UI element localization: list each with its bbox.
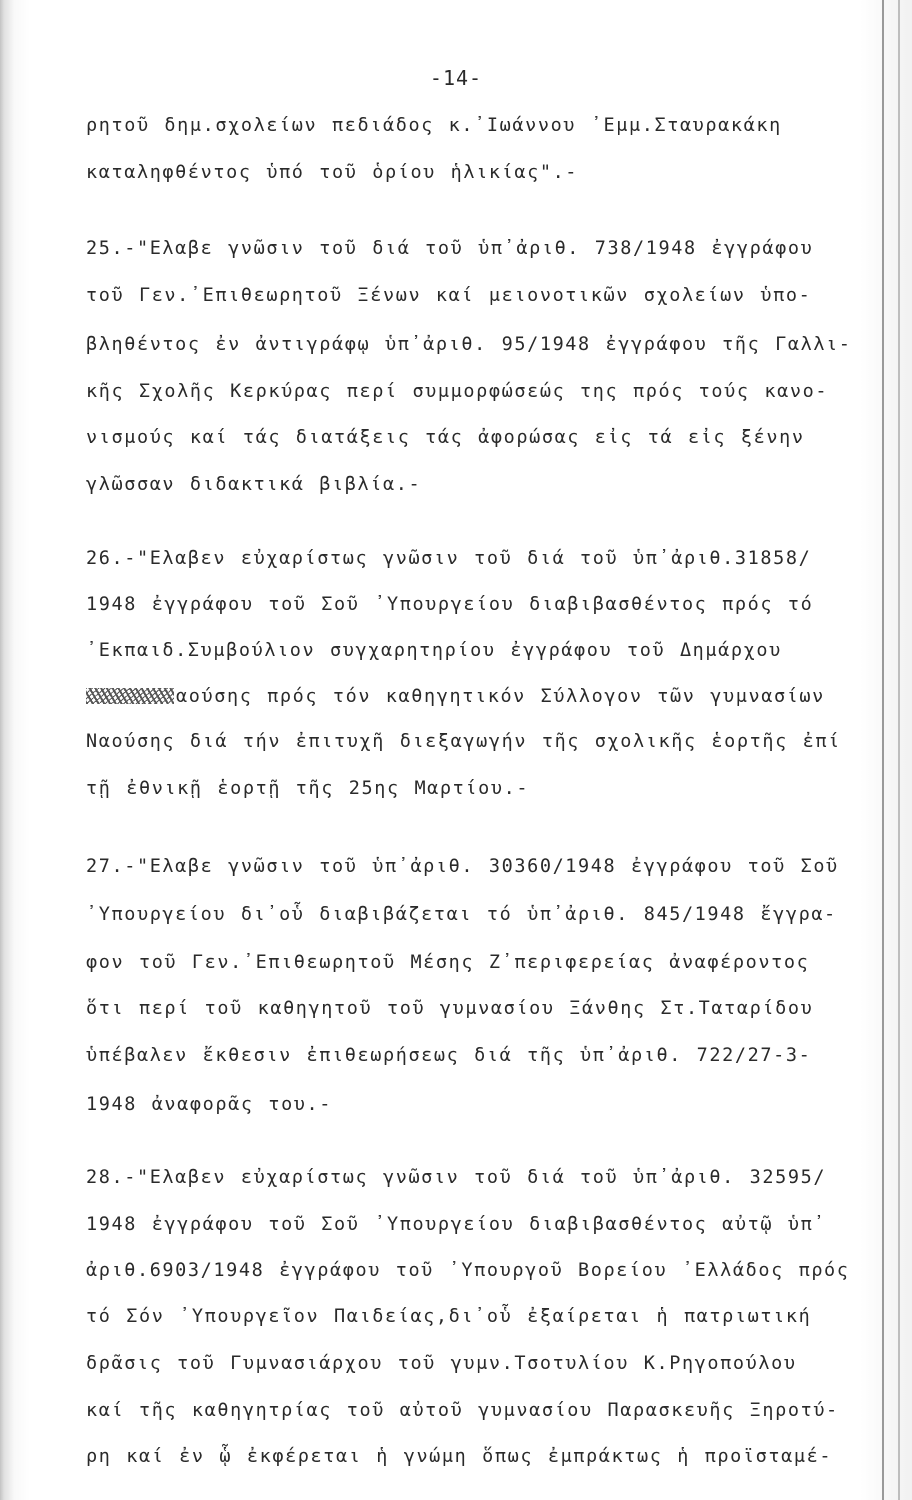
- text-line: 27.-"Ελαβε γνῶσιν τοῦ ὑπ᾿ἀριθ. 30360/1948 ἐγγράφου τοῦ Σοῦ: [86, 856, 839, 877]
- text-line: ρητοῦ δημ.σχολείων πεδιάδος κ.᾿Ιωάννου ᾿Εμμ.Σταυρακάκη: [86, 115, 782, 136]
- text-line: τό Σόν ᾿Υπουργεῖον Παιδείας,δι᾿οὗ ἐξαίρεται ἡ πατριωτική: [86, 1306, 812, 1327]
- text-line: ὅτι περί τοῦ καθηγητοῦ τοῦ γυμνασίου Ξάνθης Στ.Ταταρίδου: [86, 998, 814, 1019]
- text-line: βληθέντος ἐν ἀντιγράφῳ ὑπ᾿ἀριθ. 95/1948 ἐγγράφου τῆς Γαλλι-: [86, 334, 852, 355]
- text-line: νισμούς καί τάς διατάξεις τάς ἀφορώσας εἰς τά εἰς ξένην: [86, 427, 805, 448]
- text-line: 1948 ἐγγράφου τοῦ Σοῦ ᾿Υπουργείου διαβιβασθέντος αὐτῷ ὑπ᾿: [86, 1214, 827, 1235]
- text-line: ὑπέβαλεν ἔκθεσιν ἐπιθεωρήσεως διά τῆς ὑπ᾿ἀριθ. 722/27-3-: [86, 1045, 812, 1066]
- scan-edge-left: [0, 0, 14, 1500]
- text-line: 26.-"Ελαβεν εὐχαρίστως γνῶσιν τοῦ διά τοῦ ὑπ᾿ἀριθ.31858/: [86, 548, 812, 569]
- text-line: γλῶσσαν διδακτικά βιβλία.-: [86, 474, 422, 495]
- text-line: 28.-"Ελαβεν εὐχαρίστως γνῶσιν τοῦ διά τοῦ ὑπ᾿ἀριθ. 32595/: [86, 1167, 827, 1188]
- text-line-with-overstrike: [86, 686, 825, 707]
- text-line: κῆς Σχολῆς Κερκύρας περί συμμορφώσεώς της πρός τούς κανο-: [86, 381, 829, 402]
- text-line: τῇ ἐθνικῇ ἑορτῇ τῆς 25ης Μαρτίου.-: [86, 778, 530, 799]
- scan-edge-right: [872, 0, 912, 1500]
- text-line: ἀριθ.6903/1948 ἐγγράφου τοῦ ᾿Υπουργοῦ Βορείου ᾿Ελλάδος πρός: [86, 1260, 850, 1281]
- text-line: 25.-"Ελαβε γνῶσιν τοῦ διά τοῦ ὑπ᾿ἀριθ. 738/1948 ἐγγράφου: [86, 238, 814, 259]
- text-line: ρη καί ἐν ᾧ ἐκφέρεται ἡ γνώμη ὅπως ἐμπράκτως ἡ προϊσταμέ-: [86, 1446, 833, 1467]
- text-line: ᾿Εκπαιδ.Συμβούλιον συγχαρητηρίου ἐγγράφου τοῦ Δημάρχου: [86, 640, 782, 661]
- text-line: δρᾶσις τοῦ Γυμνασιάρχου τοῦ γυμν.Τσοτυλίου Κ.Ρηγοπούλου: [86, 1353, 797, 1374]
- binding-line: [898, 0, 900, 1500]
- text-line: Ναούσης διά τήν ἐπιτυχῆ διεξαγωγήν τῆς σχολικῆς ἑορτῆς ἐπί: [86, 731, 841, 752]
- text-line: καταληφθέντος ὑπό τοῦ ὁρίου ἡλικίας".-: [86, 162, 579, 183]
- text-line: τοῦ Γεν.᾿Επιθεωρητοῦ Ξένων καί μειονοτικῶν σχολείων ὑπο-: [86, 285, 812, 306]
- text-line: ᾿Υπουργείου δι᾿οὗ διαβιβάζεται τό ὑπ᾿ἀριθ. 845/1948 ἔγγρα-: [86, 904, 837, 925]
- text-line: 1948 ἐγγράφου τοῦ Σοῦ ᾿Υπουργείου διαβιβασθέντος πρός τό: [86, 594, 814, 615]
- text-line: καί τῆς καθηγητρίας τοῦ αὐτοῦ γυμνασίου Παρασκευῆς Ξηροτύ-: [86, 1400, 839, 1421]
- text-line: 1948 ἀναφορᾶς του.-: [86, 1094, 333, 1115]
- text-line-rest: αούσης πρός τόν καθηγητικόν Σύλλογον τῶν γυμνασίων: [176, 686, 825, 707]
- page-number: -14-: [429, 66, 483, 90]
- binding-line: [882, 0, 884, 1500]
- overstrike-mark: [86, 688, 174, 704]
- text-line: φον τοῦ Γεν.᾿Επιθεωρητοῦ Μέσης Ζ᾿περιφερείας ἀναφέροντος: [86, 952, 810, 973]
